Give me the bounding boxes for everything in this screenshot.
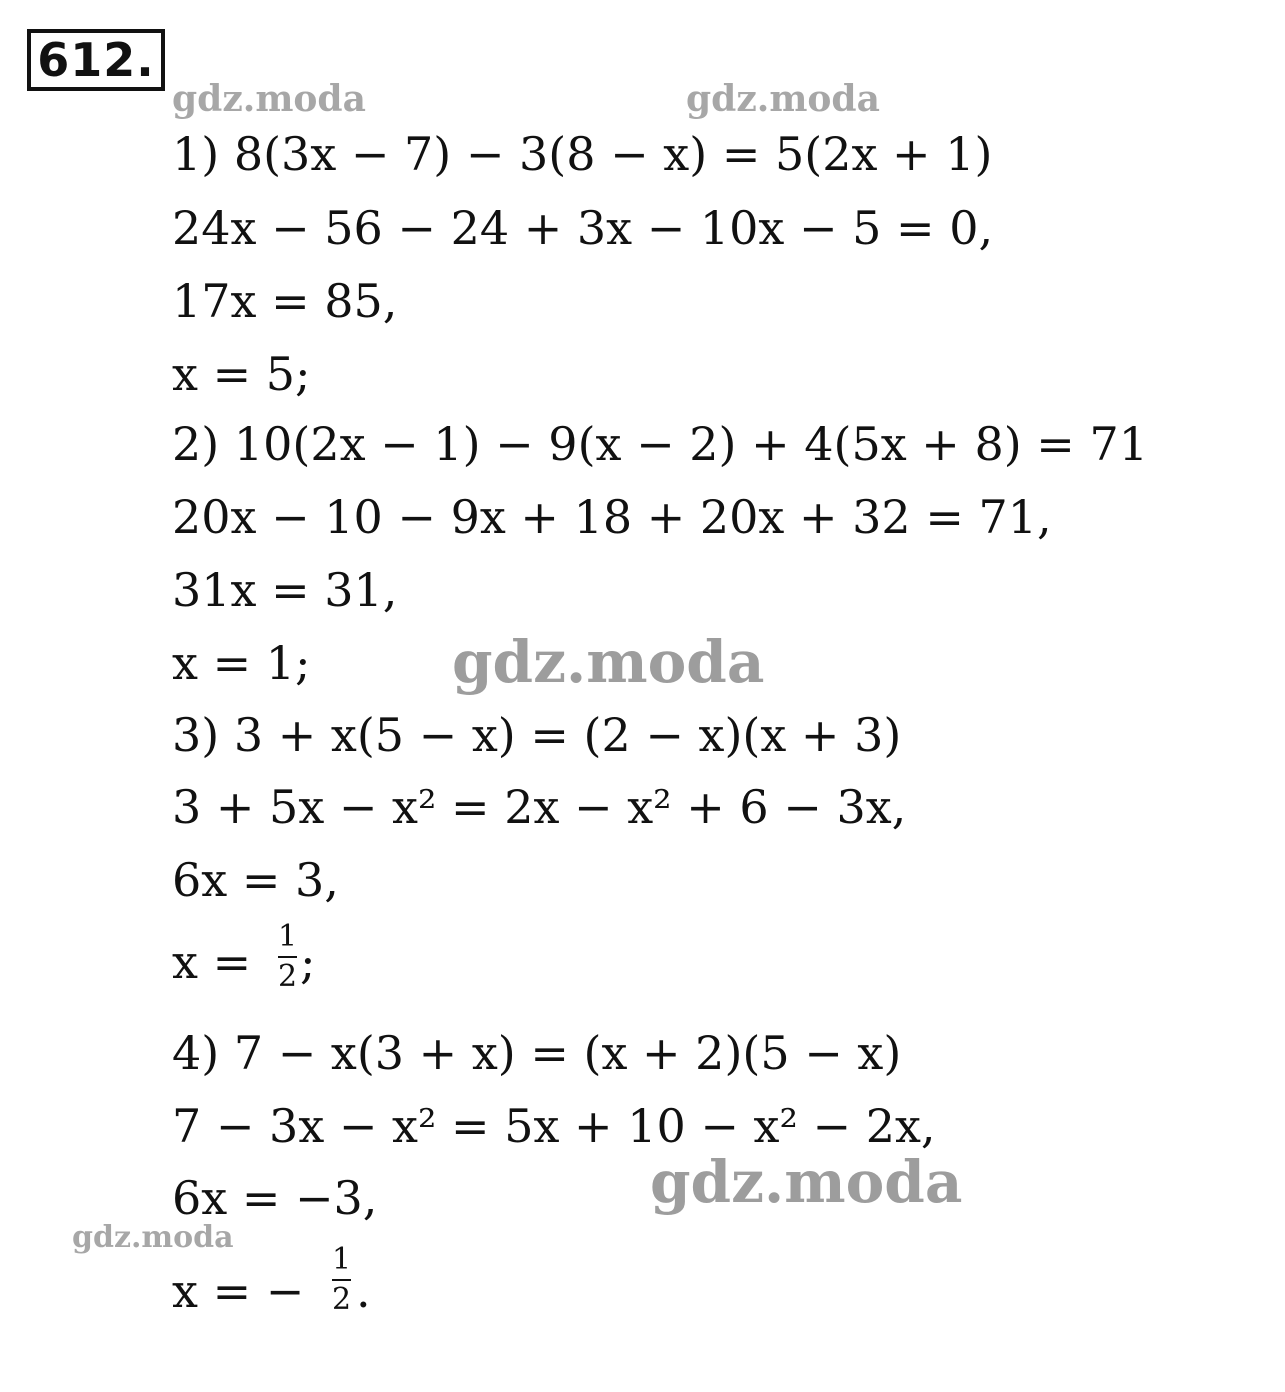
equation-line-7: 31x = 31, bbox=[172, 563, 398, 617]
equation-line-6: 20x − 10 − 9x + 18 + 20x + 32 = 71, bbox=[172, 490, 1052, 544]
watermark: gdz.moda bbox=[650, 1148, 963, 1216]
equation-line-4: x = 5; bbox=[172, 347, 311, 401]
equation-line-5: 2) 10(2x − 1) − 9(x − 2) + 4(5x + 8) = 71 bbox=[172, 417, 1148, 471]
watermark: gdz.moda bbox=[452, 628, 765, 696]
watermark: gdz.moda bbox=[72, 1220, 234, 1255]
fraction-bar bbox=[278, 956, 297, 958]
equation-line-3: 17x = 85, bbox=[172, 274, 398, 328]
equation-line-16: x = − bbox=[172, 1264, 305, 1318]
fraction-numerator: 1 bbox=[332, 1242, 352, 1277]
problem-number: 612. bbox=[37, 33, 155, 87]
fraction-one-half bbox=[278, 919, 298, 994]
fraction-trailing-punctuation: ; bbox=[300, 935, 316, 989]
equation-line-14: 7 − 3x − x² = 5x + 10 − x² − 2x, bbox=[172, 1099, 936, 1153]
watermark: gdz.moda bbox=[172, 78, 366, 120]
watermark: gdz.moda bbox=[686, 78, 880, 120]
equation-line-1: 1) 8(3x − 7) − 3(8 − x) = 5(2x + 1) bbox=[172, 127, 993, 181]
fraction-denominator: 2 bbox=[332, 1282, 352, 1317]
equation-line-11: 6x = 3, bbox=[172, 853, 339, 907]
equation-line-10: 3 + 5x − x² = 2x − x² + 6 − 3x, bbox=[172, 780, 907, 834]
fraction-trailing-punctuation: . bbox=[356, 1264, 371, 1318]
problem-number-box bbox=[27, 29, 165, 91]
fraction-bar bbox=[332, 1279, 351, 1281]
equation-line-9: 3) 3 + x(5 − x) = (2 − x)(x + 3) bbox=[172, 708, 902, 762]
fraction-denominator: 2 bbox=[278, 959, 298, 994]
equation-line-15: 6x = −3, bbox=[172, 1171, 378, 1225]
equation-line-8: x = 1; bbox=[172, 636, 311, 690]
equation-line-2: 24x − 56 − 24 + 3x − 10x − 5 = 0, bbox=[172, 201, 994, 255]
fraction-numerator: 1 bbox=[278, 919, 298, 954]
equation-line-12: x = bbox=[172, 935, 252, 989]
equation-line-13: 4) 7 − x(3 + x) = (x + 2)(5 − x) bbox=[172, 1026, 902, 1080]
fraction-minus-one-half bbox=[332, 1242, 352, 1317]
